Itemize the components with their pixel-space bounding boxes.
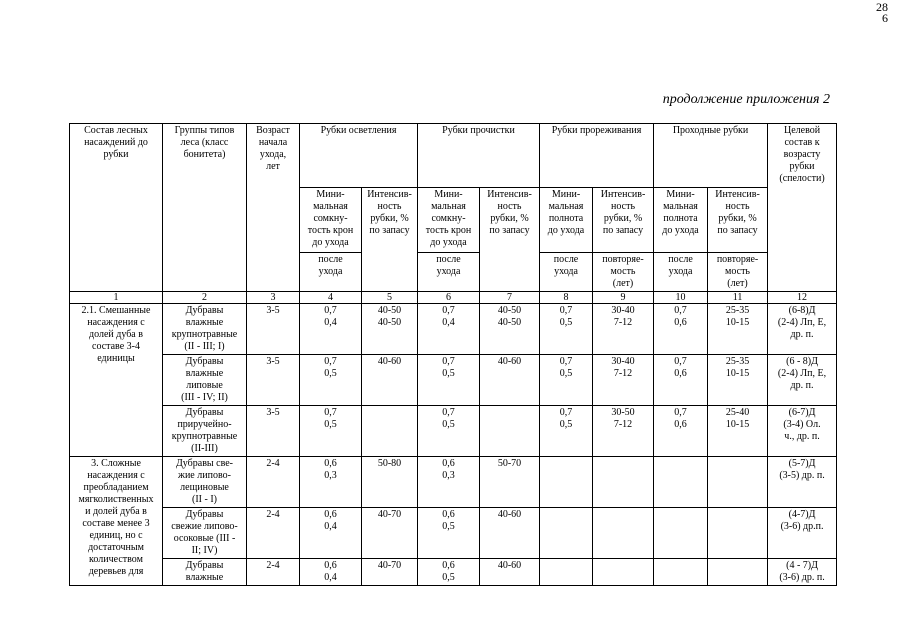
cell-forest-type: Дубравы приручейно- крупнотравные (II-III)	[163, 406, 247, 457]
header-after-care-prored: после ухода	[540, 253, 593, 292]
header-forest-type-group: Группы типов леса (класс бонитета)	[163, 124, 247, 292]
table-row	[70, 355, 837, 406]
cell-c11: 25-35 10-15	[708, 304, 768, 355]
cell-c12: (4-7)Д (3-6) др.п.	[768, 508, 837, 559]
col-number: 6	[418, 292, 480, 304]
cell-c10	[654, 508, 708, 559]
cell-c6: 0,7 0,4	[418, 304, 480, 355]
cell-c7: 50-70	[480, 457, 540, 508]
cell-composition: 2.1. Смешанные насаждения с долей дуба в составе 3-4 единицы	[70, 304, 163, 457]
cell-c5: 40-50 40-50	[362, 304, 418, 355]
cell-c12: (5-7)Д (3-5) др. п.	[768, 457, 837, 508]
cell-c12: (6-8)Д (2-4) Лп, Е, др. п.	[768, 304, 837, 355]
cell-c8	[540, 508, 593, 559]
header-care-start-age: Возраст начала ухода, лет	[247, 124, 300, 292]
cell-c7: 40-60	[480, 355, 540, 406]
cell-c5: 40-60	[362, 355, 418, 406]
table-row	[70, 508, 837, 559]
header-min-density-prored: Мини- мальная полнота до ухода	[540, 188, 593, 253]
cell-c5: 40-70	[362, 508, 418, 559]
col-number: 7	[480, 292, 540, 304]
cell-forest-type: Дубравы све- жие липово- лещиновые (II - I)	[163, 457, 247, 508]
cell-c10: 0,7 0,6	[654, 406, 708, 457]
table-row	[70, 406, 837, 457]
column-number-row	[70, 292, 837, 304]
cell-c12: (4 - 7)Д (3-6) др. п.	[768, 559, 837, 586]
col-number: 10	[654, 292, 708, 304]
cell-c8	[540, 559, 593, 586]
appendix-continuation-title: продолжение приложения 2	[662, 92, 830, 107]
col-number: 5	[362, 292, 418, 304]
header-intensity-proch: Интенсив- ность рубки, % по запасу	[480, 188, 540, 292]
cell-forest-type: Дубравы влажные	[163, 559, 247, 586]
cell-start-age: 2-4	[247, 559, 300, 586]
col-number: 3	[247, 292, 300, 304]
header-composition: Состав лесных насаждений до рубки	[70, 124, 163, 292]
cell-c10: 0,7 0,6	[654, 304, 708, 355]
col-number: 8	[540, 292, 593, 304]
cell-c7: 40-60	[480, 508, 540, 559]
header-group-prohodnye: Проходные рубки	[654, 124, 768, 188]
cell-forest-type: Дубравы свежие липово- осоковые (III - II; IV)	[163, 508, 247, 559]
cell-c6: 0,6 0,3	[418, 457, 480, 508]
cell-c10	[654, 457, 708, 508]
header-min-density-prohod: Мини- мальная полнота до ухода	[654, 188, 708, 253]
cell-c9	[593, 508, 654, 559]
cell-start-age: 3-5	[247, 355, 300, 406]
cell-c12: (6-7)Д (3-4) Ол. ч., др. п.	[768, 406, 837, 457]
header-after-care-osv: после ухода	[300, 253, 362, 292]
cell-c11	[708, 457, 768, 508]
col-number: 1	[70, 292, 163, 304]
page-number-line-2: 6	[882, 11, 888, 25]
cell-c9: 30-40 7-12	[593, 355, 654, 406]
cell-c12: (6 - 8)Д (2-4) Лп, Е, др. п.	[768, 355, 837, 406]
cell-c7	[480, 406, 540, 457]
header-intensity-osv: Интенсив- ность рубки, % по запасу	[362, 188, 418, 292]
cell-c6: 0,6 0,5	[418, 559, 480, 586]
cell-c6: 0,7 0,5	[418, 406, 480, 457]
cell-start-age: 3-5	[247, 406, 300, 457]
header-repeat-prored: повторяе- мость (лет)	[593, 253, 654, 292]
cell-c4: 0,7 0,4	[300, 304, 362, 355]
cell-c10	[654, 559, 708, 586]
header-after-care-proch: после ухода	[418, 253, 480, 292]
cell-c11	[708, 508, 768, 559]
cell-c8: 0,7 0,5	[540, 406, 593, 457]
cell-c9: 30-50 7-12	[593, 406, 654, 457]
col-number: 2	[163, 292, 247, 304]
cell-composition: 3. Сложные насаждения с преобладанием мягколиственных и долей дуба в составе менее 3 единиц, но с достаточным количеством деревьев для	[70, 457, 163, 586]
cell-c4: 0,7 0,5	[300, 355, 362, 406]
cell-c6: 0,6 0,5	[418, 508, 480, 559]
header-target-composition: Целевой состав к возрасту рубки (спелости)	[768, 124, 837, 292]
cell-c7: 40-60	[480, 559, 540, 586]
cell-c4: 0,6 0,4	[300, 559, 362, 586]
table-row	[70, 559, 837, 586]
cell-c9: 30-40 7-12	[593, 304, 654, 355]
header-repeat-prohod: повторяе- мость (лет)	[708, 253, 768, 292]
header-min-closure-osv: Мини- мальная сомкну- тость крон до ухода	[300, 188, 362, 253]
cell-c5	[362, 406, 418, 457]
page-number-line-1: 28	[876, 0, 888, 14]
cell-c8: 0,7 0,5	[540, 304, 593, 355]
cell-start-age: 2-4	[247, 508, 300, 559]
cell-c9	[593, 559, 654, 586]
header-intensity-prored: Интенсив- ность рубки, % по запасу	[593, 188, 654, 253]
cell-start-age: 2-4	[247, 457, 300, 508]
cell-c5: 40-70	[362, 559, 418, 586]
cell-c4: 0,6 0,4	[300, 508, 362, 559]
col-number: 12	[768, 292, 837, 304]
cell-c4: 0,6 0,3	[300, 457, 362, 508]
cell-c11: 25-40 10-15	[708, 406, 768, 457]
cell-forest-type: Дубравы влажные крупнотравные (II - III; I)	[163, 304, 247, 355]
cell-c6: 0,7 0,5	[418, 355, 480, 406]
header-intensity-prohod: Интенсив- ность рубки, % по запасу	[708, 188, 768, 253]
header-row-1	[70, 124, 837, 188]
table-row	[70, 457, 837, 508]
cell-c5: 50-80	[362, 457, 418, 508]
cell-forest-type: Дубравы влажные липовые (III - IV; II)	[163, 355, 247, 406]
header-group-prorezhivanie: Рубки прореживания	[540, 124, 654, 188]
cell-c10: 0,7 0,6	[654, 355, 708, 406]
col-number: 4	[300, 292, 362, 304]
header-after-care-prohod: после ухода	[654, 253, 708, 292]
cell-c4: 0,7 0,5	[300, 406, 362, 457]
cell-c11: 25-35 10-15	[708, 355, 768, 406]
cell-start-age: 3-5	[247, 304, 300, 355]
forest-care-table	[69, 123, 837, 586]
cell-c7: 40-50 40-50	[480, 304, 540, 355]
cell-c9	[593, 457, 654, 508]
page-number	[876, 2, 888, 24]
col-number: 11	[708, 292, 768, 304]
cell-c8: 0,7 0,5	[540, 355, 593, 406]
col-number: 9	[593, 292, 654, 304]
cell-c8	[540, 457, 593, 508]
header-group-prochistka: Рубки прочистки	[418, 124, 540, 188]
cell-c11	[708, 559, 768, 586]
header-group-osvetlenie: Рубки осветления	[300, 124, 418, 188]
table-row	[70, 304, 837, 355]
header-min-closure-proch: Мини- мальная сомкну- тость крон до ухода	[418, 188, 480, 253]
